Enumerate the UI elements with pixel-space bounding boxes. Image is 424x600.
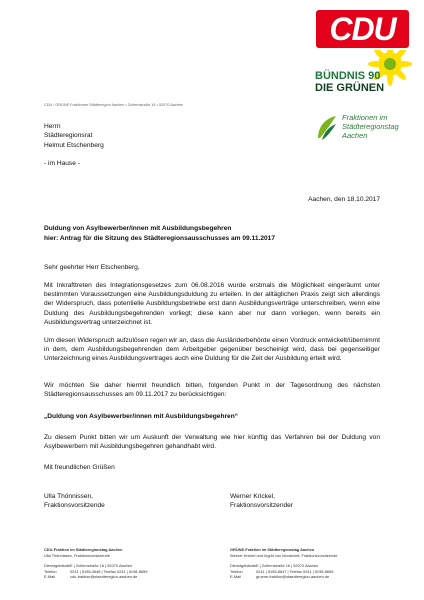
footer-left-email-label: E-Mail xyxy=(44,574,56,580)
closing: Mit freundlichen Grüßen xyxy=(44,464,115,471)
footer-right-dienst-label: Dienstgebäude xyxy=(230,563,257,569)
signature-right xyxy=(230,492,293,510)
subject-block xyxy=(44,224,275,243)
footer-right-members: Werner Krickel und Ingrid von Morandell, Fraktionsvorsitzende xyxy=(230,552,338,558)
address-line4: - im Hause - xyxy=(44,160,80,167)
gruene-line1: BÜNDNIS 90 xyxy=(315,70,381,82)
fraktionen-wordmark xyxy=(342,113,412,140)
fraktionen-line2: Städteregionstag xyxy=(342,122,399,131)
paragraph-2: Um diesen Widerspruch aufzulösen regen wir an, dass die Ausländerbehörde einen Vordruck entwickelt/übernimmt in dem, dem Ausbildungsbegehrenden dem Arbeitgeber gegenüber bescheinigt wird, dass bei gegenseitiger Unterzeichnung eines Ausbildungsvertrages auch eine Duldung für die Zeit der Ausbildung erteilt wird. xyxy=(44,337,380,363)
signature-left xyxy=(44,492,105,510)
fraktionen-line3: Aachen xyxy=(342,131,368,140)
footer-left-members: Ulla Thönnissen, Fraktionsvorsitzende xyxy=(44,552,110,558)
signature-left-role: Fraktionsvorsitzende xyxy=(44,502,105,510)
address-block xyxy=(44,122,104,150)
signature-right-role: Fraktionsvorsitzender xyxy=(230,502,294,510)
footer-left-address: E | Zollernstraße 16 | 52070 Aachen xyxy=(70,563,133,569)
gruene-line2: DIE GRÜNEN xyxy=(315,82,385,94)
fraktionen-leaf-icon xyxy=(314,114,338,142)
footer-right xyxy=(230,547,400,580)
cdu-logo: CDU xyxy=(316,10,409,48)
address-line1: Herrn xyxy=(44,123,61,130)
paragraph-1: Mit Inkrafttreten des Integrationsgesetzes zum 06.08.2016 wurde erstmals die Möglichkeit eingeräumt unter bestimmten Voraussetzungen eine Ausbildungsduldung zu erteilen. In der alltäglichen Praxis zeigt sich allerdings der Widerspruch, dass potentielle Ausbildungsbetriebe erst dann Ausbildungsverträge unterschreiben, wenn eine Duldung des Ausbildungsbegehrenden vorliegt; diese kann aber nur dann vorliegen, wenn bereits ein Ausbildungsvertrag unterzeichnet ist. xyxy=(44,282,380,326)
salutation: Sehr geehrter Herr Etschenberg, xyxy=(44,264,140,271)
footer-right-email-label: E-Mail xyxy=(230,574,242,580)
footer-right-phone: 0241 | 5198-8647 | Telefax 0241 | 5198-8655 xyxy=(256,568,334,574)
paragraph-5: Zu diesem Punkt bitten wir um Auskunft der Verwaltung wie hier künftig das Verfahren bei der Duldung von Asylbewerbern mit Ausbildungsbegehren gehandhabt wird. xyxy=(44,434,380,451)
letter-date: Aachen, den 18.10.2017 xyxy=(308,196,380,203)
address-line3: Helmut Etschenberg xyxy=(44,141,104,149)
sender-line: CDU / GRÜNE Fraktionen Städteregion Aachen • Zollernstraße 16 • 52070 Aachen xyxy=(44,103,184,107)
footer-left-dienst-label: Dienstgebäude xyxy=(44,563,71,569)
gruene-wordmark xyxy=(315,70,385,94)
footer-right-title: GRÜNE-Fraktion im Städteregionstag Aachen xyxy=(230,547,315,552)
fraktionen-line1: Fraktionen im xyxy=(342,113,388,122)
footer-left-email-row xyxy=(44,574,214,580)
footer-left-title: CDU-Fraktion im Städteregionstag Aachen xyxy=(44,547,123,552)
signature-right-name: Werner Krickel, xyxy=(230,493,275,500)
footer-left-phone: 0241 | 5198-0648 | Telefax 0241 | 5198-8659 xyxy=(70,568,148,574)
paragraph-3: Wir möchten Sie daher hiermit freundlich bitten, folgenden Punkt in der Tagesordnung des nächsten Städteregionsausschusses am 09.11.2017 zu berücksichtigen: xyxy=(44,382,380,399)
footer-left-email[interactable]: cdu-fraktion@staedteregion-aachen.de xyxy=(70,574,138,580)
footer-right-email-row xyxy=(230,574,400,580)
footer-right-phone-label: Telefon xyxy=(230,568,243,574)
footer-left xyxy=(44,547,214,580)
address-line2: Städteregionsrat xyxy=(44,132,93,140)
footer-right-address: E | Zollernstraße 16 | 52070 Aachen xyxy=(256,563,319,569)
paragraph-4-agenda-item: „Duldung von Asylbewerber/innen mit Ausbildungsbegehren“ xyxy=(44,413,239,420)
footer-left-phone-label: Telefon xyxy=(44,568,57,574)
signature-left-name: Ulla Thönnissen, xyxy=(44,493,93,500)
footer-right-email[interactable]: gruene-fraktion@staedteregion-aachen.de xyxy=(256,574,330,580)
subject-line2: hier: Antrag für die Sitzung des Städteregionsausschusses am 09.11.2017 xyxy=(44,234,275,242)
subject-line1: Duldung von Asylbewerber/innen mit Ausbildungsbegehren xyxy=(44,225,232,232)
